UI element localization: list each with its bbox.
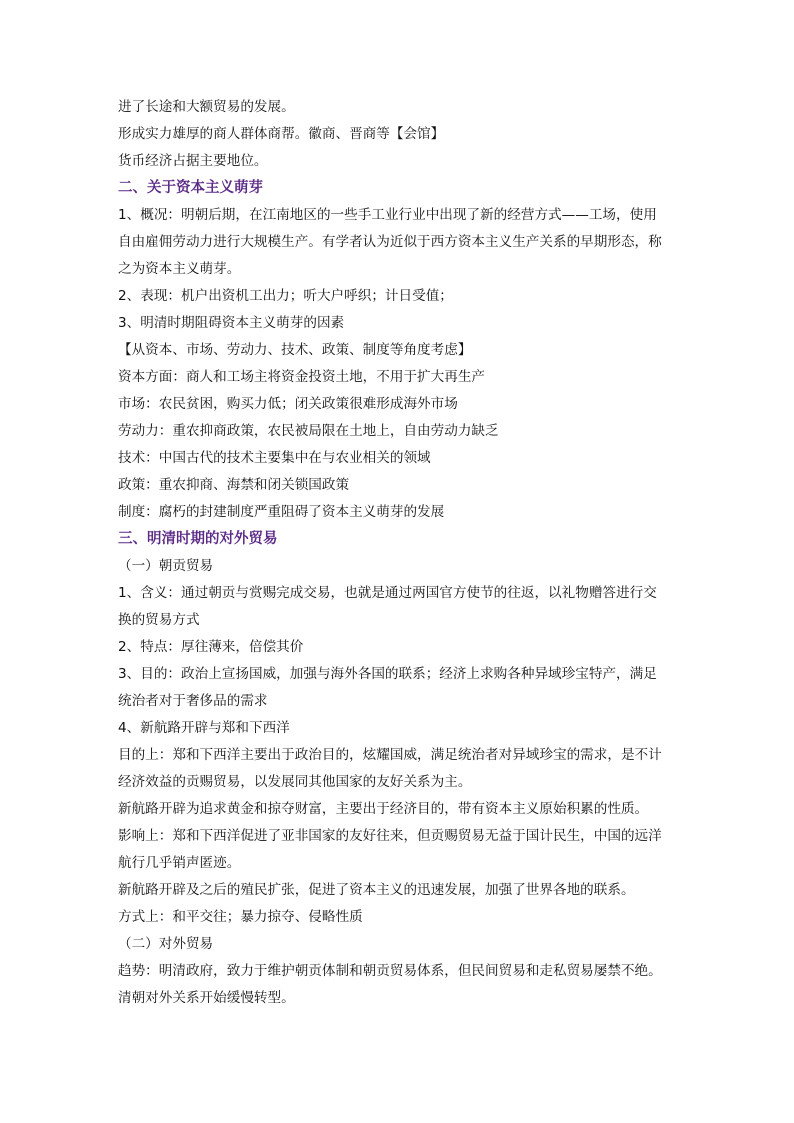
- text-line: 2、表现：机户出资机工出力；听大户呼织；计日受值；: [118, 288, 453, 304]
- text-line: 劳动力：重农抑商政策，农民被局限在土地上，自由劳动力缺乏: [118, 423, 499, 439]
- text-line: （二）对外贸易: [118, 936, 214, 952]
- text-line: 3、目的：政治上宣扬国威，加强与海外各国的联系；经济上求购各种异域珍宝特产，满足: [118, 666, 657, 682]
- text-line: 4、新航路开辟与郑和下西洋: [118, 720, 290, 736]
- text-line: 影响上：郑和下西洋促进了亚非国家的友好往来，但贡赐贸易无益于国计民生，中国的远洋: [118, 828, 662, 844]
- text-line: 换的贸易方式: [118, 612, 200, 628]
- section-heading: 二、关于资本主义萌芽: [118, 180, 263, 196]
- text-line: 目的上：郑和下西洋主要出于政治目的，炫耀国威，满足统治者对异域珍宝的需求，是不计: [118, 747, 662, 763]
- text-line: 经济效益的贡赐贸易，以发展同其他国家的友好关系为主。: [118, 774, 472, 790]
- text-line: 3、明清时期阻碍资本主义萌芽的因素: [118, 315, 345, 331]
- text-line: 资本方面：商人和工场主将资金投资土地，不用于扩大再生产: [118, 369, 486, 385]
- text-line: 政策：重农抑商、海禁和闭关锁国政策: [118, 477, 350, 493]
- text-line: 1、含义：通过朝贡与赏赐完成交易，也就是通过两国官方使节的往返，以礼物赠答进行交: [118, 585, 657, 601]
- text-line: 市场：农民贫困，购买力低；闭关政策很难形成海外市场: [118, 396, 458, 412]
- section-heading: 三、明清时期的对外贸易: [118, 531, 278, 547]
- text-line: 形成实力雄厚的商人群体商帮。徽商、晋商等【会馆】: [118, 126, 445, 142]
- text-line: 制度：腐朽的封建制度严重阻碍了资本主义萌芽的发展: [118, 504, 445, 520]
- text-line: 进了长途和大额贸易的发展。: [118, 99, 295, 115]
- text-line: 货币经济占据主要地位。: [118, 153, 268, 169]
- text-line: 【从资本、市场、劳动力、技术、政策、制度等角度考虑】: [118, 342, 472, 358]
- text-line: 之为资本主义萌芽。: [118, 261, 241, 277]
- text-line: 新航路开辟及之后的殖民扩张，促进了资本主义的迅速发展，加强了世界各地的联系。: [118, 882, 635, 898]
- text-line: 1、概况：明朝后期，在江南地区的一些手工业行业中出现了新的经营方式——工场，使用: [118, 207, 657, 223]
- text-line: 方式上：和平交往；暴力掠夺、侵略性质: [118, 909, 363, 925]
- text-line: 趋势：明清政府，致力于维护朝贡体制和朝贡贸易体系，但民间贸易和走私贸易屡禁不绝。: [118, 963, 662, 979]
- text-line: 新航路开辟为追求黄金和掠夺财富，主要出于经济目的，带有资本主义原始积累的性质。: [118, 801, 649, 817]
- text-line: 清朝对外关系开始缓慢转型。: [118, 990, 295, 1006]
- text-line: 自由雇佣劳动力进行大规模生产。有学者认为近似于西方资本主义生产关系的早期形态，称: [118, 234, 662, 250]
- text-line: 技术：中国古代的技术主要集中在与农业相关的领域: [118, 450, 431, 466]
- text-line: 统治者对于奢侈品的需求: [118, 693, 268, 709]
- text-line: 2、特点：厚往薄来，倍偿其价: [118, 639, 304, 655]
- text-line: 航行几乎销声匿迹。: [118, 855, 241, 871]
- document-body: [118, 94, 688, 1012]
- text-line: （一）朝贡贸易: [118, 558, 214, 574]
